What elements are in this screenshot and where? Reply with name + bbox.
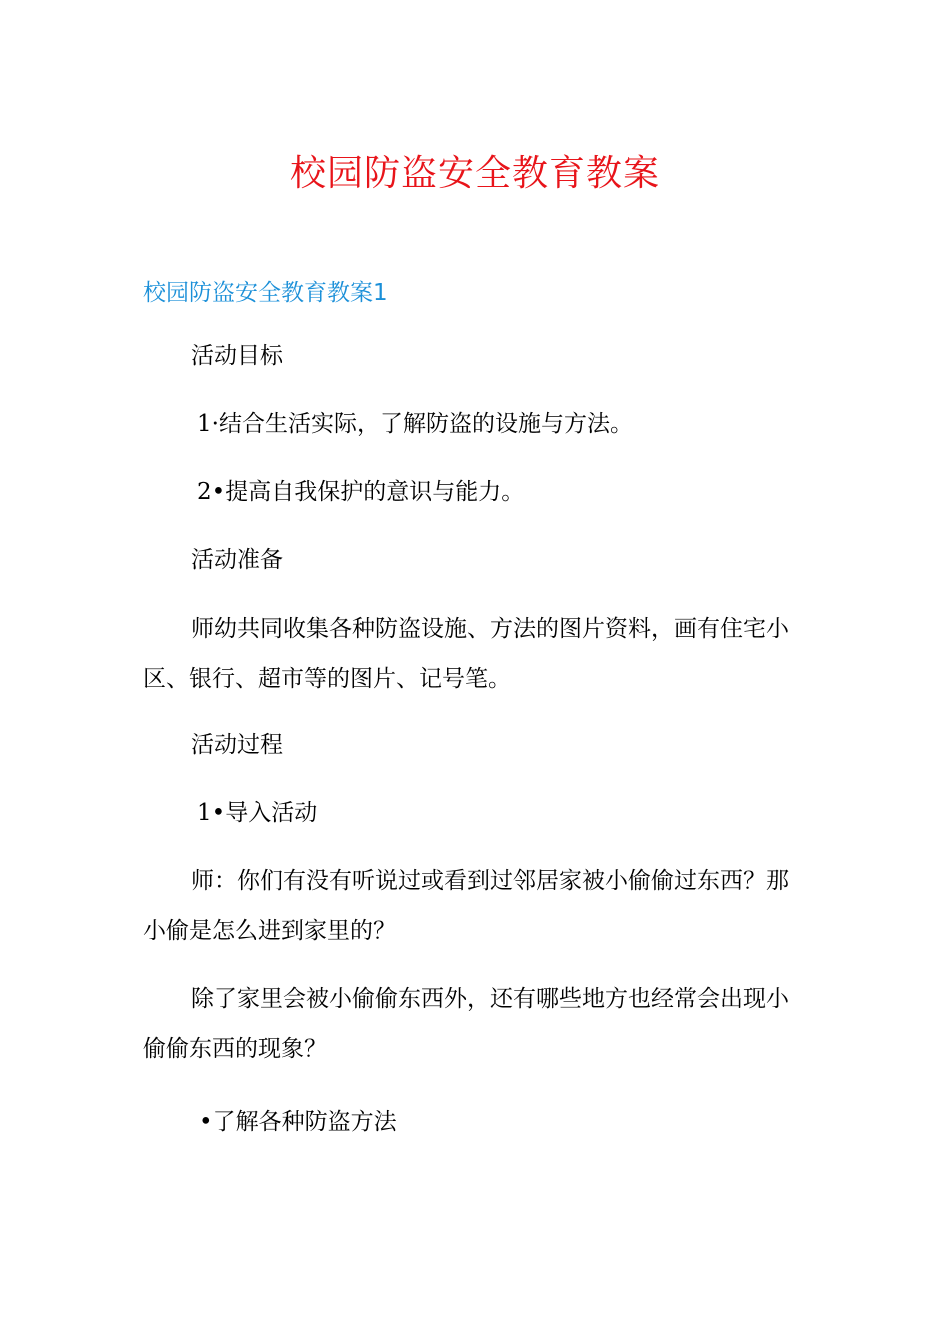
teacher-question-1: 师：你们有没有听说过或看到过邻居家被小偷偷过东西？那小偷是怎么进到家里的？ xyxy=(143,868,789,944)
teacher-question-2: 除了家里会被小偷偷东西外，还有哪些地方也经常会出现小偷偷东西的现象？ xyxy=(143,986,789,1062)
document-title: 校园防盗安全教育教案 xyxy=(289,153,660,194)
goal-item-2: 2•提高自我保护的意识与能力。 xyxy=(197,479,525,505)
prep-heading: 活动准备 xyxy=(191,547,283,573)
process-heading: 活动过程 xyxy=(191,732,283,758)
process-step-2: •了解各种防盗方法 xyxy=(199,1109,397,1135)
prep-paragraph: 师幼共同收集各种防盗设施、方法的图片资料，画有住宅小区、银行、超市等的图片、记号笔。 xyxy=(143,616,789,692)
goal-item-1: 1·结合生活实际，了解防盗的设施与方法。 xyxy=(197,411,633,437)
process-step-1: 1•导入活动 xyxy=(197,800,318,826)
section-heading: 校园防盗安全教育教案1 xyxy=(143,280,388,306)
goal-heading: 活动目标 xyxy=(191,343,283,369)
